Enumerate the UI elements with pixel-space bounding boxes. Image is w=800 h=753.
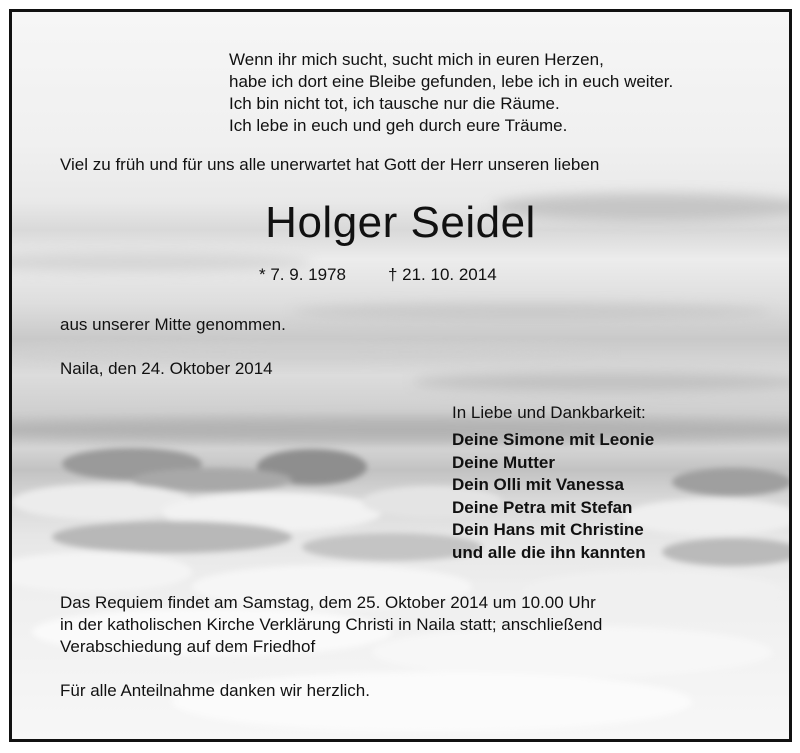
poem-line: Wenn ihr mich sucht, sucht mich in euren Herzen,: [229, 50, 604, 69]
mourner-name: Dein Olli mit Vanessa: [452, 475, 624, 495]
service-info: [60, 592, 602, 658]
mourner-name: und alle die ihn kannten: [452, 542, 646, 562]
poem-line: Ich lebe in euch und geh durch eure Träume.: [229, 116, 568, 135]
mourners-heading: In Liebe und Dankbarkeit:: [452, 403, 646, 422]
obituary-notice: [9, 9, 792, 742]
mourner-name: Deine Mutter: [452, 452, 555, 472]
service-line: Das Requiem findet am Samstag, dem 25. Oktober 2014 um 10.00 Uhr: [60, 593, 596, 612]
poem-line: Ich bin nicht tot, ich tausche nur die Räume.: [229, 94, 560, 113]
place-date: Naila, den 24. Oktober 2014: [60, 359, 273, 378]
mourner-name: Deine Simone mit Leonie: [452, 430, 655, 449]
poem-line: habe ich dort eine Bleibe gefunden, lebe ich in euch weiter.: [229, 72, 674, 91]
taken-text: aus unserer Mitte genommen.: [60, 315, 286, 334]
memorial-poem: [229, 49, 673, 137]
mourners-list: [452, 429, 654, 565]
deceased-name: Holger Seidel: [265, 198, 536, 247]
life-dates: [259, 265, 497, 285]
service-line: Verabschiedung auf dem Friedhof: [60, 637, 316, 656]
mourner-name: Deine Petra mit Stefan: [452, 497, 633, 517]
birth-date: * 7. 9. 1978: [259, 265, 346, 284]
intro-text: Viel zu früh und für uns alle unerwartet hat Gott der Herr unseren lieben: [60, 155, 600, 174]
service-line: in der katholischen Kirche Verklärung Christi in Naila statt; anschließend: [60, 615, 603, 634]
death-date: † 21. 10. 2014: [387, 265, 497, 284]
thanks-text: Für alle Anteilnahme danken wir herzlich.: [60, 681, 370, 700]
mourner-name: Dein Hans mit Christine: [452, 520, 644, 540]
